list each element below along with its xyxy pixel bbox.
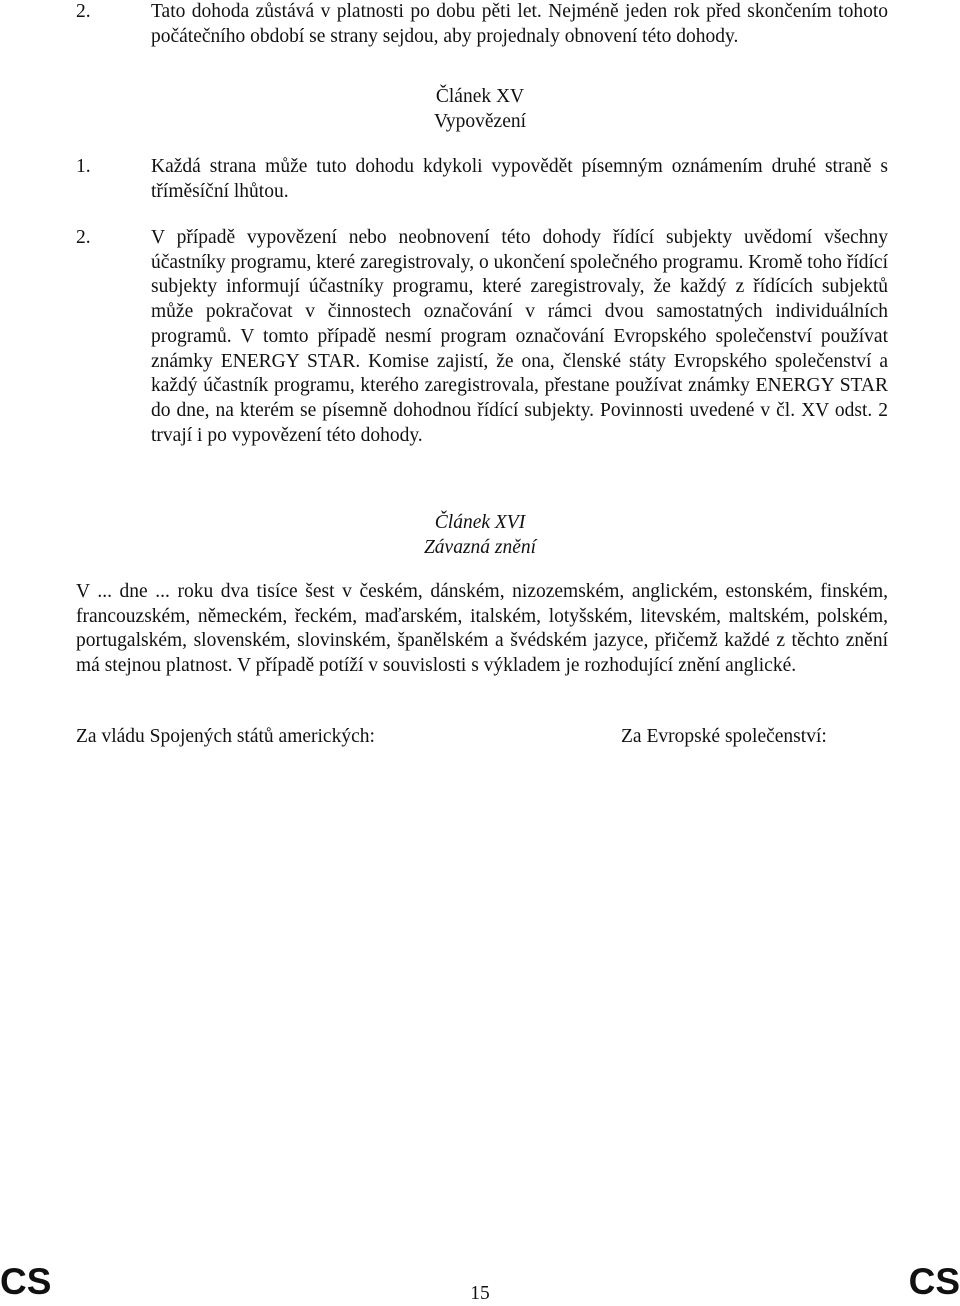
paragraph-authentic-texts: V ... dne ... roku dva tisíce šest v českém, dánském, nizozemském, anglickém, estonském, finském, francouzském, německém, řeckém, maďarském, italském, lotyšském, litevském, maltském, polském, portugalském, slovenském, slovinském, španělském a švédském jazyce, přičemž každé z těchto znění má stejnou platnost. V případě potíží v souvislosti s výkladem je rozhodující znění anglické.: [76, 581, 888, 677]
article-heading-title: Vypovězení: [433, 111, 527, 132]
signature-line-ec: Za Evropské společenství:: [621, 726, 827, 747]
page-number: 15: [470, 1283, 490, 1304]
paragraph-validity: Tato dohoda zůstává v platnosti po dobu pěti let. Nejméně jeden rok před skončením tohoto počátečního období se strany sejdou, aby projednaly obnovení této dohody.: [151, 1, 888, 47]
paragraph-number: 2.: [76, 1, 91, 22]
paragraph-number: 1.: [76, 156, 91, 177]
footer-language-code-right: CS: [908, 1261, 960, 1302]
article-heading-number: Článek XV: [435, 86, 525, 107]
article-heading-number: Článek XVI: [434, 512, 526, 533]
paragraph-termination-notice: Každá strana může tuto dohodu kdykoli vypovědět písemným oznámením druhé straně s tříměsíční lhůtou.: [151, 156, 888, 202]
footer-language-code-left: CS: [0, 1261, 52, 1302]
article-heading-title: Závazná znění: [423, 537, 537, 558]
signature-line-usa: Za vládu Spojených států amerických:: [76, 726, 375, 747]
paragraph-number: 2.: [76, 227, 91, 248]
paragraph-termination-consequences: V případě vypovězení nebo neobnovení této dohody řídící subjekty uvědomí všechny účastníky programu, které zaregistrovaly, o ukončení společného programu. Kromě toho řídící subjekty informují účastníky programu, které zaregistrovaly, že každý z řídících subjektů může pokračovat v činnostech označování v rámci dvou samostatných individuálních programů. V tomto případě nesmí program označování Evropského společenství používat známky ENERGY STAR. Komise zajistí, že ona, členské státy Evropského společenství a každý účastník programu, kterého zaregistrovala, přestane používat známky ENERGY STAR do dne, na kterém se písemně dohodnou řídící subjekty. Povinnosti uvedené v čl. XV odst. 2 trvají i po vypovězení této dohody.: [151, 227, 888, 446]
